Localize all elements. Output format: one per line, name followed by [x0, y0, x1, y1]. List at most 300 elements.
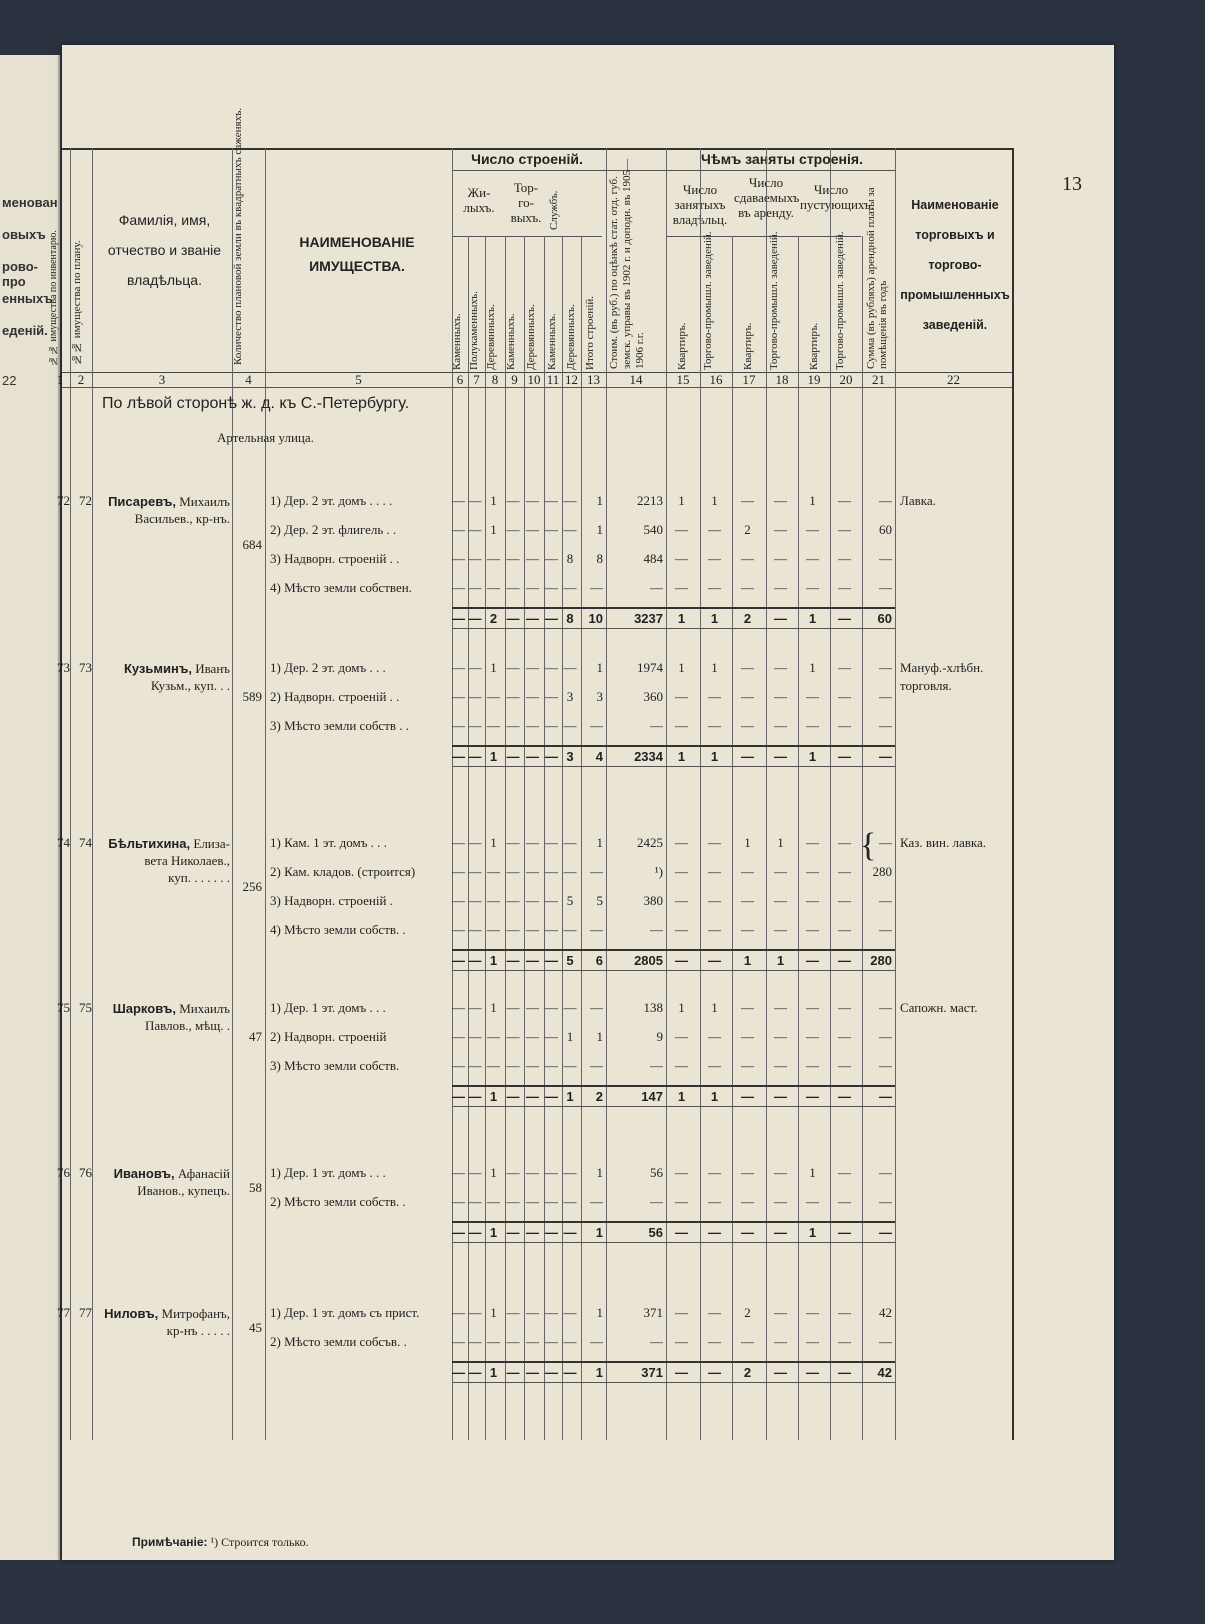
- total-c7: —: [468, 1365, 482, 1380]
- cell-c9: —: [506, 1029, 520, 1044]
- total-c20: —: [838, 749, 851, 764]
- cell-c16: —: [708, 922, 721, 937]
- cell-c10: —: [526, 580, 539, 595]
- total-c12: —: [563, 1225, 577, 1240]
- cell-c6: —: [452, 1029, 465, 1044]
- cell-c17: 2: [744, 522, 751, 537]
- cell-c12: —: [563, 1165, 577, 1180]
- cell-c19: —: [806, 580, 819, 595]
- cell-c13: 1: [596, 1165, 603, 1180]
- total-c6: —: [452, 1089, 465, 1104]
- cell-c8: 1: [490, 522, 497, 537]
- cell-c10: —: [526, 1000, 539, 1015]
- cell-c11: —: [545, 580, 558, 595]
- total-c17: 1: [743, 953, 752, 968]
- column-number: 12: [565, 372, 578, 387]
- cell-c16: —: [708, 835, 721, 850]
- cell-c18: —: [774, 1029, 787, 1044]
- total-c18: —: [774, 1089, 787, 1104]
- record-plan-number: 76: [79, 1165, 92, 1180]
- cell-c9: —: [506, 689, 520, 704]
- total-rule-bottom: [452, 1382, 895, 1383]
- cell-c17: —: [741, 922, 754, 937]
- total-c16: 1: [710, 1089, 719, 1104]
- column-rule: [606, 148, 607, 1440]
- cell-c10: —: [526, 689, 539, 704]
- cell-c11: —: [545, 864, 558, 879]
- owner-surname: Ивановъ,: [113, 1166, 175, 1181]
- cell-c11: —: [545, 1305, 558, 1320]
- cell-c7: —: [468, 1194, 482, 1209]
- cell-c17: —: [741, 1029, 754, 1044]
- cell-c6: —: [452, 522, 465, 537]
- cell-c21: —: [879, 1194, 892, 1209]
- land-area: 256: [242, 879, 262, 894]
- cell-c16: —: [708, 1165, 721, 1180]
- cell-c20: —: [838, 835, 851, 850]
- cell-c12: —: [563, 493, 577, 508]
- total-c18: —: [774, 611, 787, 626]
- cell-c8: 1: [490, 835, 497, 850]
- cell-c8: 1: [490, 660, 497, 675]
- record-plan-number: 73: [79, 660, 92, 675]
- total-c10: —: [526, 1225, 539, 1240]
- cell-c20: —: [838, 1334, 851, 1349]
- total-rule-bottom: [452, 1242, 895, 1243]
- total-rule: [452, 607, 895, 609]
- total-rule-bottom: [452, 628, 895, 629]
- total-c11: —: [545, 1089, 558, 1104]
- owner-name: [72, 1000, 230, 1034]
- header-col7: Полукаменныхъ.: [468, 291, 480, 370]
- cell-c16: —: [708, 580, 721, 595]
- header-col10: Деревянныхъ.: [525, 304, 537, 370]
- cell-c6: —: [452, 893, 465, 908]
- cell-c17: —: [741, 893, 754, 908]
- cell-c8: 1: [490, 1000, 497, 1015]
- column-number: 16: [709, 372, 723, 387]
- page-number: 13: [1062, 173, 1082, 195]
- cell-c14: 2425: [637, 835, 663, 850]
- cell-c7: —: [468, 660, 482, 675]
- column-rule: [666, 148, 667, 1440]
- cell-c15: —: [675, 1305, 688, 1320]
- total-c17: —: [741, 1225, 754, 1240]
- cell-c19: —: [806, 893, 819, 908]
- total-c21: 42: [877, 1365, 892, 1380]
- footnote-text: ¹) Строится только.: [210, 1535, 309, 1549]
- cell-c15: —: [675, 689, 688, 704]
- cell-c21: 42: [879, 1305, 892, 1320]
- record-inv-number: 76: [57, 1165, 70, 1180]
- cell-c16: —: [708, 1334, 721, 1349]
- cell-c21: —: [879, 1334, 892, 1349]
- total-c14: 56: [648, 1225, 663, 1240]
- cell-c21: 60: [879, 522, 892, 537]
- cell-c6: —: [452, 493, 465, 508]
- property-name: 2) Мѣсто земли собств. .: [270, 1194, 406, 1209]
- total-c11: —: [545, 953, 558, 968]
- header-col1: №№ имущества по инвентарю.: [48, 230, 59, 366]
- owner-surname: Кузьминъ,: [123, 661, 192, 676]
- cell-c10: —: [526, 551, 539, 566]
- cell-c18: —: [774, 522, 787, 537]
- cell-c21: —: [879, 922, 892, 937]
- cell-c7: —: [468, 551, 482, 566]
- cell-c6: —: [452, 922, 465, 937]
- total-c15: 1: [677, 1089, 686, 1104]
- total-c13: 1: [595, 1225, 603, 1240]
- record-plan-number: 75: [79, 1000, 92, 1015]
- total-c19: —: [806, 1365, 819, 1380]
- cell-c17: —: [741, 660, 754, 675]
- header-col17: Квартиръ.: [742, 322, 754, 370]
- cell-c17: 1: [744, 835, 751, 850]
- cell-c7: —: [468, 864, 482, 879]
- property-name: 3) Надворн. строеній . .: [270, 551, 400, 566]
- total-c10: —: [526, 1365, 539, 1380]
- total-c8: 2: [489, 611, 498, 626]
- cell-c6: —: [452, 1194, 465, 1209]
- land-area: 589: [242, 689, 262, 704]
- column-rule: [70, 148, 71, 1440]
- cell-c19: —: [806, 1058, 819, 1073]
- column-number: 4: [245, 372, 252, 387]
- cell-c21: 280: [872, 864, 892, 879]
- cell-c15: —: [675, 718, 688, 733]
- cell-c14: —: [650, 718, 663, 733]
- cell-c10: —: [526, 893, 539, 908]
- cell-c16: —: [708, 1058, 721, 1073]
- header-col3: Фамилія, имя, отчество и званіе владѣльца.: [107, 212, 222, 288]
- total-c21: 60: [877, 611, 892, 626]
- cell-c13: 1: [596, 1305, 603, 1320]
- total-c9: —: [506, 1225, 520, 1240]
- cell-c7: —: [468, 522, 482, 537]
- cell-c9: —: [506, 893, 520, 908]
- cell-c20: —: [838, 1029, 851, 1044]
- cell-c10: —: [526, 493, 539, 508]
- cell-c7: —: [468, 493, 482, 508]
- total-rule: [452, 1085, 895, 1087]
- cell-c20: —: [838, 580, 851, 595]
- cell-c21: —: [879, 1000, 892, 1015]
- cell-c20: —: [838, 493, 851, 508]
- total-c17: 2: [743, 611, 752, 626]
- cell-c14: 540: [643, 522, 663, 537]
- cell-c18: —: [774, 718, 787, 733]
- total-rule-bottom: [452, 970, 895, 971]
- total-c9: —: [506, 1365, 520, 1380]
- cell-c10: —: [526, 718, 539, 733]
- cell-c13: —: [590, 1334, 603, 1349]
- section-title: По лѣвой сторонѣ ж. д. къ С.-Петербургу.: [102, 395, 410, 412]
- total-c15: 1: [677, 749, 686, 764]
- total-c10: —: [526, 611, 539, 626]
- header-col5: НАИМЕНОВАНІЕ ИМУЩЕСТВА.: [299, 234, 415, 274]
- cell-c6: —: [452, 1165, 465, 1180]
- total-c12: —: [563, 1365, 577, 1380]
- cell-c14: 484: [643, 551, 663, 566]
- owner-first-name: Елиза-: [193, 836, 230, 851]
- left-fragment: еденій.: [2, 323, 48, 338]
- total-c15: —: [675, 953, 688, 968]
- header-sdavaemykh: Число сдаваемыхъ въ аренду.: [734, 175, 800, 220]
- cell-c14: 371: [643, 1305, 663, 1320]
- cell-c14: ¹): [654, 864, 663, 879]
- cell-c21: —: [879, 660, 892, 675]
- land-area: 684: [242, 537, 262, 552]
- total-c13: 1: [595, 1365, 603, 1380]
- column-rule: [830, 148, 831, 1440]
- cell-c15: —: [675, 1194, 688, 1209]
- total-c9: —: [506, 1089, 520, 1104]
- cell-c17: —: [741, 864, 754, 879]
- cell-c13: —: [590, 864, 603, 879]
- header-col13: Итого строеній.: [584, 295, 596, 370]
- total-c6: —: [452, 749, 465, 764]
- cell-c9: —: [506, 1165, 520, 1180]
- property-name: 1) Кам. 1 эт. домъ . . .: [270, 835, 387, 850]
- total-rule: [452, 949, 895, 951]
- cell-c19: —: [806, 1194, 819, 1209]
- total-c6: —: [452, 953, 465, 968]
- cell-c9: —: [506, 1058, 520, 1073]
- header-col14: Стоим. (въ руб.) по оцѣнкѣ стат. отд. губ. земск. управы въ 1902 г. и доподн. въ 1905—1906 г.г.: [608, 158, 646, 369]
- sub-group-rule: [452, 236, 602, 237]
- cell-c11: —: [545, 718, 558, 733]
- cell-c14: 56: [650, 1165, 663, 1180]
- column-rule: [232, 148, 233, 1440]
- cell-c16: —: [708, 1194, 721, 1209]
- cell-c13: 1: [596, 493, 603, 508]
- trade-establishment: торговля.: [900, 678, 952, 693]
- brace-bracket: {: [860, 827, 877, 864]
- column-number: 2: [77, 372, 85, 387]
- cell-c12: —: [563, 718, 577, 733]
- owner-surname: Писаревъ,: [108, 494, 176, 509]
- cell-c15: —: [675, 522, 688, 537]
- left-fragment: рово-про: [2, 259, 38, 289]
- cell-c11: —: [545, 493, 558, 508]
- cell-c13: 1: [596, 522, 603, 537]
- owner-first-name: Иванъ: [195, 661, 230, 676]
- total-c14: 147: [641, 1089, 663, 1104]
- cell-c14: —: [650, 1058, 663, 1073]
- cell-c11: —: [545, 922, 558, 937]
- column-number: 20: [839, 372, 853, 387]
- cell-c13: —: [590, 1194, 603, 1209]
- total-c16: 1: [710, 611, 719, 626]
- cell-c12: —: [563, 660, 577, 675]
- cell-c12: 8: [566, 551, 574, 566]
- cell-c11: —: [545, 1165, 558, 1180]
- property-name: 2) Надворн. строеній . .: [270, 689, 400, 704]
- column-number: 1: [56, 372, 64, 387]
- owner-name: [72, 835, 230, 886]
- cell-c17: —: [741, 551, 754, 566]
- owner-name: [72, 1165, 230, 1199]
- cell-c7: —: [468, 580, 482, 595]
- cell-c8: —: [487, 551, 500, 566]
- total-c18: 1: [776, 953, 785, 968]
- cell-c21: —: [879, 835, 892, 850]
- land-area: 47: [249, 1029, 262, 1044]
- column-rule: [265, 148, 266, 1440]
- owner-surname: Бѣльтихина,: [108, 836, 191, 851]
- cell-c19: —: [806, 835, 819, 850]
- total-c10: —: [526, 953, 539, 968]
- cell-c12: 1: [566, 1029, 574, 1044]
- total-c7: —: [468, 1089, 482, 1104]
- cell-c9: —: [506, 1000, 520, 1015]
- cell-c14: 9: [656, 1029, 663, 1044]
- cell-c6: —: [452, 835, 465, 850]
- cell-c9: —: [506, 1334, 520, 1349]
- total-c19: 1: [808, 1225, 817, 1240]
- cell-c7: —: [468, 718, 482, 733]
- owner-line: Кузьм., куп. . .: [150, 678, 230, 693]
- column-number: 8: [491, 372, 499, 387]
- cell-c6: —: [452, 660, 465, 675]
- cell-c16: —: [708, 1305, 721, 1320]
- cell-c6: —: [452, 551, 465, 566]
- footnote: [132, 1535, 309, 1550]
- owner-line: вета Николаев.,: [144, 853, 230, 868]
- total-c12: 1: [566, 1089, 574, 1104]
- total-c16: 1: [710, 749, 719, 764]
- total-c12: 5: [566, 953, 574, 968]
- cell-c12: —: [563, 1305, 577, 1320]
- cell-c7: —: [468, 1000, 482, 1015]
- column-rule: [452, 148, 453, 1440]
- cell-c9: —: [506, 493, 520, 508]
- cell-c19: 1: [809, 660, 816, 675]
- cell-c17: 2: [744, 1305, 751, 1320]
- column-number: 5: [355, 372, 362, 387]
- property-name: 2) Надворн. строеній: [270, 1029, 387, 1044]
- cell-c11: —: [545, 1194, 558, 1209]
- total-c9: —: [506, 749, 520, 764]
- left-fragment: енныхъ: [2, 291, 53, 306]
- total-c9: —: [506, 953, 520, 968]
- cell-c17: —: [741, 1058, 754, 1073]
- total-c21: —: [879, 1089, 892, 1104]
- cell-c16: —: [708, 689, 721, 704]
- total-rule: [452, 745, 895, 747]
- cell-c18: —: [774, 551, 787, 566]
- cell-c21: —: [879, 1029, 892, 1044]
- cell-c21: —: [879, 689, 892, 704]
- cell-c17: —: [741, 580, 754, 595]
- header-col2: №№ имущества по плану.: [71, 240, 83, 365]
- owner-name: [72, 1305, 230, 1339]
- total-c19: —: [806, 953, 819, 968]
- cell-c11: —: [545, 551, 558, 566]
- total-c21: 280: [870, 953, 892, 968]
- column-number: 19: [807, 372, 821, 387]
- cell-c19: 1: [809, 493, 816, 508]
- footnote-label: Примѣчаніе:: [132, 1535, 208, 1549]
- cell-c19: 1: [809, 1165, 816, 1180]
- cell-c17: —: [741, 1334, 754, 1349]
- cell-c19: —: [806, 1029, 819, 1044]
- header-col20: Торгово-промышл. заведеній.: [834, 231, 846, 370]
- land-area: 45: [249, 1320, 262, 1335]
- total-c10: —: [526, 1089, 539, 1104]
- cell-c13: 1: [596, 1029, 603, 1044]
- cell-c11: —: [545, 893, 558, 908]
- record-plan-number: 74: [79, 835, 92, 850]
- cell-c15: 1: [678, 1000, 685, 1015]
- total-c16: —: [708, 953, 721, 968]
- trade-establishment: Сапожн. маст.: [900, 1000, 978, 1015]
- cell-c16: 1: [711, 660, 718, 675]
- column-number: 3: [158, 372, 166, 387]
- cell-c12: —: [563, 1194, 577, 1209]
- cell-c20: —: [838, 864, 851, 879]
- column-number: 13: [587, 372, 600, 387]
- cell-c9: —: [506, 1305, 520, 1320]
- cell-c7: —: [468, 893, 482, 908]
- cell-c12: —: [563, 864, 577, 879]
- total-c13: 10: [588, 611, 603, 626]
- cell-c9: —: [506, 864, 520, 879]
- cell-c13: 5: [596, 893, 603, 908]
- total-c19: 1: [808, 749, 817, 764]
- cell-c21: —: [879, 580, 892, 595]
- cell-c20: —: [838, 1058, 851, 1073]
- header-pustuyushchikh: Число пустующихъ.: [800, 182, 874, 212]
- header-col4: Количество плановой земли въ квадратныхъ саженяхъ.: [232, 107, 244, 365]
- header-col19: Квартиръ.: [808, 322, 820, 370]
- cell-c7: —: [468, 1165, 482, 1180]
- total-c7: —: [468, 953, 482, 968]
- group-rule: [452, 170, 895, 171]
- cell-c13: —: [590, 1000, 603, 1015]
- cell-c10: —: [526, 1334, 539, 1349]
- cell-c12: —: [563, 1058, 577, 1073]
- cell-c16: —: [708, 551, 721, 566]
- cell-c6: —: [452, 580, 465, 595]
- cell-c15: —: [675, 1165, 688, 1180]
- cell-c13: 1: [596, 835, 603, 850]
- total-c8: 1: [489, 1089, 498, 1104]
- column-rule: [1012, 148, 1014, 1440]
- column-rule: [766, 148, 767, 1440]
- cell-c13: —: [590, 922, 603, 937]
- owner-name: [72, 493, 230, 527]
- cell-c19: —: [806, 522, 819, 537]
- total-c12: 8: [566, 611, 574, 626]
- total-c11: —: [545, 1225, 558, 1240]
- cell-c16: —: [708, 893, 721, 908]
- header-col9: Каменныхъ.: [505, 313, 517, 370]
- owner-line: куп. . . . . . .: [168, 870, 230, 885]
- cell-c8: —: [487, 1058, 500, 1073]
- cell-c17: —: [741, 689, 754, 704]
- cell-c14: —: [650, 580, 663, 595]
- total-c8: 1: [489, 1365, 498, 1380]
- cell-c8: —: [487, 689, 500, 704]
- total-c20: —: [838, 1225, 851, 1240]
- cell-c10: —: [526, 1058, 539, 1073]
- property-name: 4) Мѣсто земли собствен.: [270, 580, 412, 595]
- total-c19: —: [806, 1089, 819, 1104]
- cell-c12: 5: [566, 893, 574, 908]
- total-c13: 6: [595, 953, 603, 968]
- total-c15: 1: [677, 611, 686, 626]
